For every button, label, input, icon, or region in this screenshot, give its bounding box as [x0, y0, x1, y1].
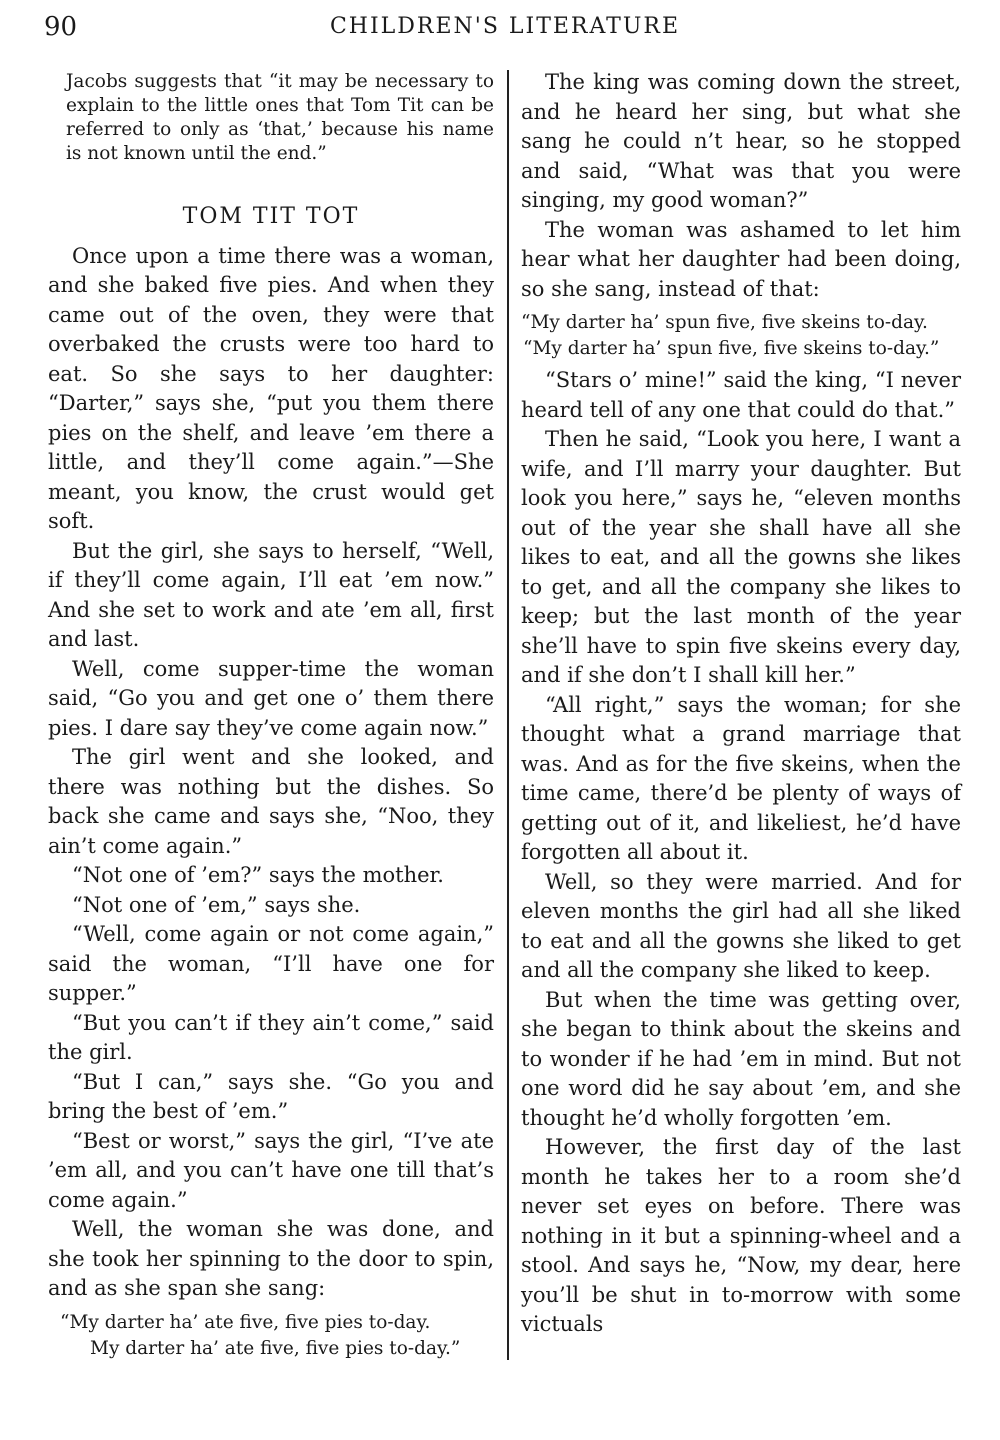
column-divider: [507, 70, 509, 1360]
paragraph: Once upon a time there was a woman, and she baked five pies. And when they came out of the oven, they were that overbaked the crusts were too hard to eat. So she says to her daughter: “Darter,” says she, “put you them there pies on the shelf, and leave ’em there a little, and they’ll come again.”—She meant, you know, the crust would get soft.: [48, 243, 494, 533]
paragraph: “Not one of ’em?” says the mother.: [72, 863, 444, 887]
paragraph: The girl went and she looked, and there was nothing but the dishes. So back she came and says she, “Noo, they ain’t come again.”: [48, 745, 494, 858]
paragraph: “But I can,” says she. “Go you and bring the best of ’em.”: [48, 1069, 494, 1123]
paragraph: Well, so they were married. And for eleven months the girl had all she liked to eat and all the gowns she liked to get and all the company she liked to keep.: [521, 869, 961, 982]
paragraph: The king was coming down the street, and he heard her sing, but what she sang he could n’t hear, so he stopped and said, “What was that you were singing, my good woman?”: [521, 70, 961, 212]
running-title: CHILDREN'S LITERATURE: [329, 14, 681, 39]
verse: [48, 1310, 494, 1362]
verse: [521, 310, 961, 362]
page-number: 90: [44, 12, 78, 42]
right-column: [521, 68, 961, 1340]
paragraph: “Best or worst,” says the girl, “I’ve ate ’em all, and you can’t have one till that’s come again.”: [48, 1128, 494, 1212]
story-title: TOM TIT TOT: [182, 204, 360, 229]
paragraph: Well, come supper-time the woman said, “Go you and get one o’ them there pies. I dare say they’ve come again now.”: [48, 656, 494, 740]
paragraph: But when the time was getting over, she began to think about the skeins and to wonder if he had ’em in mind. But not one word did he say about ’em, and she thought he’d wholly forgotten ’em.: [521, 987, 961, 1130]
paragraph: “But you can’t if they ain’t come,” said the girl.: [48, 1010, 494, 1064]
paragraph: But the girl, she says to herself, “Well, if they’ll come again, I’ll eat ’em now.” And she set to work and ate ’em all, first and last.: [48, 538, 494, 651]
paragraph: Well, the woman she was done, and she took her spinning to the door to spin, and as she span she sang:: [48, 1217, 494, 1300]
verse-line: “My darter ha’ spun five, five skeins to-day.: [521, 312, 928, 333]
editorial-note: Jacobs suggests that “it may be necessary to explain to the little ones that Tom Tit can be referred to only as ‘that,’ because his name is not known until the end.”: [66, 71, 494, 164]
verse-line: “My darter ha’ ate five, five pies to-day.: [60, 1311, 431, 1333]
paragraph: Then he said, “Look you here, I want a wife, and I’ll marry your daughter. But look you here,” says he, “eleven months out of the year she shall have all she likes to eat, and all the gowns she likes to get, and all the company she likes to keep; but the last month of the year she’ll have to spin five skeins every day, and if she don’t I shall kill her.”: [521, 427, 961, 687]
page-header: [40, 12, 970, 52]
verse-line: “My darter ha’ spun five, five skeins to-day.”: [523, 338, 940, 359]
paragraph: “Not one of ’em,” says she.: [72, 892, 361, 917]
paragraph: “Stars o’ mine!” said the king, “I never heard tell of any one that could do that.”: [521, 368, 961, 422]
paragraph: The woman was ashamed to let him hear what her daughter had been doing, so she sang, instead of that:: [521, 217, 961, 301]
left-column: [48, 68, 494, 1366]
paragraph: “Well, come again or not come again,” said the woman, “I’ll have one for supper.”: [48, 922, 494, 1005]
paragraph: However, the first day of the last month he takes her to a room she’d never set eyes on before. There was nothing in it but a spinning-wheel and a stool. And says he, “Now, my dear, here you’ll be shut in to-morrow with some victuals: [521, 1135, 961, 1336]
paragraph: “All right,” says the woman; for she thought what a grand marriage that was. And as for the five skeins, when the time came, there’d be plenty of ways of getting out of it, and likeliest, he’d have forgotten all about it.: [521, 692, 961, 864]
verse-line: My darter ha’ ate five, five pies to-day.”: [90, 1337, 461, 1359]
